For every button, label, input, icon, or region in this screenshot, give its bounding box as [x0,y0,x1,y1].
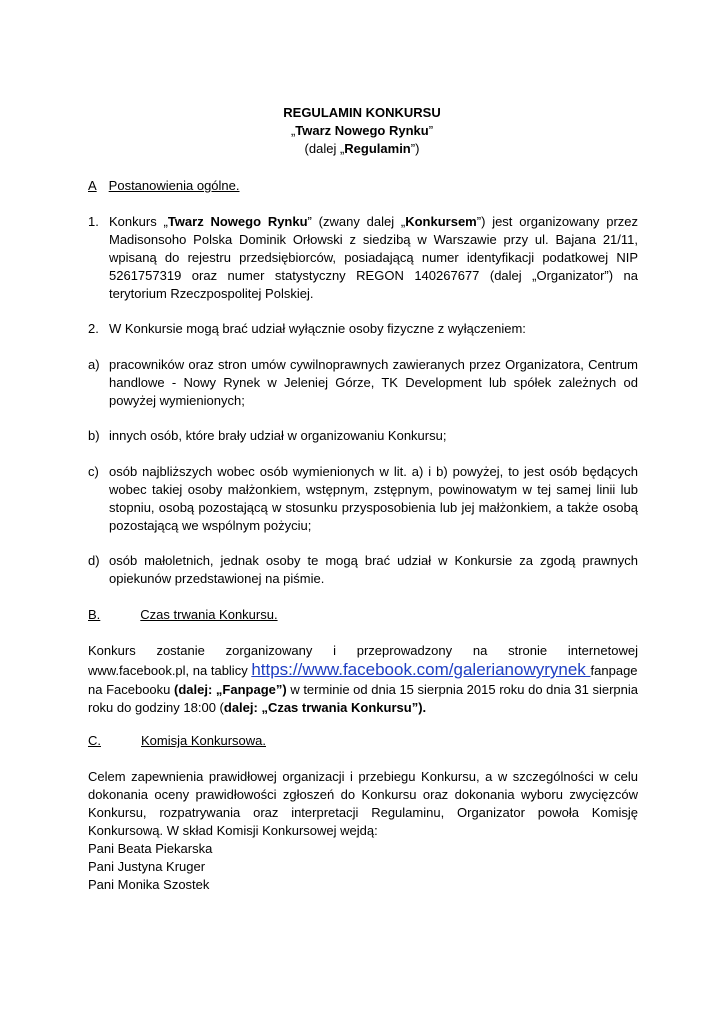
list-marker: b) [88,428,100,443]
list-item-text: osób małoletnich, jednak osoby te mogą brać udział w Konkursie za zgodą prawnych opiekunów przedstawionej na piśmie. [109,553,638,586]
list-item-text: W Konkursie mogą brać udział wyłącznie osoby fizyczne z wyłączeniem: [109,321,526,336]
paragraph-line: www.facebook.pl, na tablicy https://www.facebook.com/galerianowyrynek fanpage [88,660,638,679]
list-item-d [88,552,638,588]
list-item-b [88,427,638,445]
paragraph-text: Celem zapewnienia prawidłowej organizacji i przebiegu Konkursu, a w szczególności w celu dokonania oceny prawidłowości zgłoszeń do Konkursu oraz dokonania wyboru zwycięzców Konkursu, rozpatrywania oraz interpretacji Regulaminu, Organizator powoła Komisję Konkursową. W skład Komisji Konkursowej wejdą: [88,769,638,838]
paragraph-tail: na Facebooku (dalej: „Fanpage”) w terminie od dnia 15 sierpnia 2015 roku do dnia 31 sierpnia roku do godziny 18:00 (dalej: „Czas trwania Konkursu”). [88,682,638,715]
list-marker: c) [88,464,99,479]
document-alias-note: (dalej „Regulamin”) [304,141,420,156]
member-name: Pani Monika Szostek [88,877,210,892]
fanpage-link[interactable]: https://www.facebook.com/galerianowyrynek [251,660,591,679]
title-block [0,104,724,158]
member-list [88,840,638,894]
list-marker: 2. [88,321,99,336]
list-marker: a) [88,357,100,372]
member-name: Pani Beata Piekarska [88,841,213,856]
list-marker: d) [88,553,100,568]
list-marker: 1. [88,214,99,229]
paragraph-line: Konkurs zostanie zorganizowany i przeprowadzony na stronie internetowej [88,643,638,658]
section-c-paragraph [88,768,638,894]
section-a-heading: A Postanowienia ogólne. [88,178,240,193]
section-b-paragraph [88,642,638,717]
list-item-a [88,356,638,410]
section-c-heading: C. Komisja Konkursowa. [88,733,266,748]
list-item-2 [88,320,638,338]
list-item-c [88,463,638,535]
list-item-text: Konkurs „Twarz Nowego Rynku” (zwany dalej „Konkursem”) jest organizowany przez Madisonsoho Polska Dominik Orłowski z siedzibą w Warszawie przy ul. Bajana 21/11, wpisaną do rejestru przedsiębiorców, posiadającą numer identyfikacji podatkowej NIP 5261757319 oraz numer statystyczny REGON 140267677 (dalej „Organizator”) na terytorium Rzeczpospolitej Polskiej. [109,214,638,301]
list-item-1 [88,213,638,303]
document-subtitle: „Twarz Nowego Rynku” [290,123,434,138]
section-b-heading: B. Czas trwania Konkursu. [88,607,278,622]
member-name: Pani Justyna Kruger [88,859,206,874]
list-item-text: pracowników oraz stron umów cywilnoprawnych zawieranych przez Organizatora, Centrum handlowe - Nowy Rynek w Jeleniej Górze, TK Development lub spółek zależnych od powyżej wymienionych; [109,357,638,408]
document-title: REGULAMIN KONKURSU [283,105,441,120]
list-item-text: innych osób, które brały udział w organizowaniu Konkursu; [109,428,447,443]
list-item-text: osób najbliższych wobec osób wymienionych w lit. a) i b) powyżej, to jest osób będących wobec takiej osoby małżonkiem, wstępnym, zstępnym, powinowatym w tej samej linii lub stopniu, osobą pozostającą w stosunku przysposobienia lub jej małżonkiem, a także osobą pozostającą we wspólnym pożyciu; [109,464,638,533]
